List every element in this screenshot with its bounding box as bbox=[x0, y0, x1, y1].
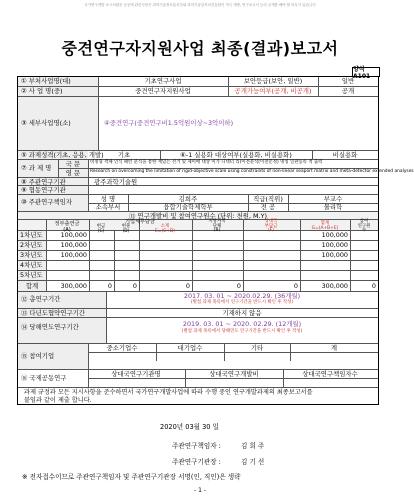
pi-position-value: 부교수 bbox=[323, 195, 343, 203]
pi-major-value: 물리학 bbox=[323, 203, 343, 211]
submission-date: 2020년 03월 30 일 bbox=[160, 423, 219, 431]
large-company-count-label: 대기업수 bbox=[177, 344, 203, 352]
lead-institution-label: ⑧ 주관연구기관 bbox=[21, 178, 66, 186]
budget-table-header: ⑪ 연구개발비 및 참여연구원수 (단위: 천원, M.Y) bbox=[129, 212, 267, 220]
sme-count-label: 중소기업수 bbox=[106, 344, 138, 352]
ministry-program-value: 기초연구사업 bbox=[144, 77, 182, 85]
sum-local-gov: 0 bbox=[236, 282, 241, 290]
practical-use-value: 비실용화 bbox=[332, 151, 358, 159]
other-count-label: 기타 bbox=[250, 344, 264, 352]
korean-title-value: 비정형 객체 인식 패턴 분석을 통한 재밌는 선거 및 제미애 대상 이가 디텍터 리(이전분석(이전문정) 명칭 일관등록 적 출력 bbox=[90, 160, 323, 165]
security-level-label: 보안등급(보안, 일반) bbox=[243, 77, 303, 85]
year-1-total: 100,000 bbox=[321, 231, 348, 239]
current-period-label: ⑭ 당해연도연구기간 bbox=[21, 323, 79, 331]
company-total-label: 계 bbox=[330, 344, 338, 352]
lead-institution-value: 광주과학기술원 bbox=[94, 178, 138, 186]
pi-signature-label: 주관연구책임자 : bbox=[172, 442, 221, 450]
security-level-value: 일반 bbox=[341, 77, 355, 85]
total-period-label: ⑫ 총연구기간 bbox=[21, 295, 61, 303]
pi-name-label: 성 명 bbox=[100, 195, 116, 203]
sum-researchers: 0 bbox=[371, 282, 376, 290]
partner-budget-label: 상대국연구개발비 bbox=[209, 370, 259, 378]
year-2-gov: 100,000 bbox=[60, 241, 87, 249]
year-2-label: 2차년도 bbox=[20, 241, 43, 249]
org-head-signature-label: 주관연구기관장 : bbox=[172, 458, 221, 466]
sum-label: 합계 bbox=[25, 282, 39, 290]
current-period-note: (별첨 과제 목록에서 당해연도 연구기간을 반드시 확인 후 작성) bbox=[181, 329, 303, 334]
program-name-value: 중견연구자지원사업 bbox=[135, 87, 191, 95]
korean-title-label: 국 문 bbox=[65, 160, 81, 168]
col-company-funding: 기업체부담금 bbox=[124, 219, 156, 225]
year-1-label: 1차년도 bbox=[20, 231, 43, 239]
program-name-label: ② 사 업 명(중) bbox=[21, 87, 63, 95]
sub-program-value: ④중견연구(중견연구비1.5억원이상~3억이하) bbox=[104, 119, 234, 127]
project-title-label: ⑦ 과 제 명 bbox=[21, 164, 52, 172]
project-type-label: ⑤ 과제성격(기초, 응용, 개발) bbox=[21, 151, 104, 159]
year-3-gov: 100,000 bbox=[60, 251, 87, 259]
multi-year-period-label: ⑬ 다년도협약연구기간 bbox=[21, 309, 85, 317]
partner-institution-label: 상대국연구기관명 bbox=[111, 370, 161, 378]
col-cash: 현금 (C) bbox=[96, 224, 106, 234]
practical-use-label: ⑥-1 실용화 대상여부(실용화, 비실용화) bbox=[180, 151, 292, 159]
year-2-total: 100,000 bbox=[321, 241, 348, 249]
sum-subtotal: 0 bbox=[185, 282, 190, 290]
form-code-badge: 양식A101 bbox=[352, 67, 380, 77]
multi-year-period-value: 기재하지 않음 bbox=[222, 309, 262, 317]
page-title: 중견연구자지원사업 최종(결과)보고서 bbox=[61, 39, 339, 58]
ministry-program-label: ① 부처사업명(대) bbox=[21, 77, 71, 85]
public-availability-value: 공개 bbox=[341, 87, 355, 95]
project-type-value: 기초 bbox=[117, 151, 131, 159]
year-4-label: 4차년도 bbox=[20, 261, 43, 269]
col-subtotal: 소계 E=(C+D) bbox=[154, 224, 176, 234]
partner-pi-count-label: 상대국연구책임자수 bbox=[302, 370, 358, 378]
english-title-value: Research on overcoming the limitation of rigid-objective scale using constraints of non-linear seaport matrix and meta-detector extended analyses bbox=[90, 169, 414, 174]
col-local-gov: 지방자치 단체 (B) bbox=[208, 219, 226, 234]
pi-position-label: 직급(직위) bbox=[253, 195, 283, 203]
public-availability-label: 공개가능여부(공개, 비공개) bbox=[234, 87, 312, 95]
year-3-label: 3차년도 bbox=[20, 251, 43, 259]
sub-program-label: ③ 세부사업명(소) bbox=[21, 119, 71, 127]
pi-signature-name: 김 희 주 bbox=[241, 442, 265, 450]
pi-major-label: 전 공 bbox=[260, 203, 276, 211]
pi-dept-label: 소속부서 bbox=[95, 203, 121, 211]
top-note: 국가연구개발 보고서원문 공공에 관한사항은 과학기술정보통신부와 과학기술일자리진흥원이 적극 개방, 연구보고서 등의 공개를 해야 할 의무가 있습니다 bbox=[84, 3, 316, 7]
col-partner-country: 상대국 부담금 (F) bbox=[264, 219, 278, 234]
pi-name-value: 김희주 bbox=[178, 195, 198, 203]
col-gov-funding: 정부출연금 (A) bbox=[54, 221, 80, 233]
sum-gov: 300,000 bbox=[60, 282, 87, 290]
sum-cash: 0 bbox=[107, 282, 112, 290]
coop-institution-label: ⑨ 협동연구기관 bbox=[21, 186, 66, 194]
english-title-label: 영 문 bbox=[65, 169, 81, 177]
total-period-value: 2017. 03. 01 ~ 2020.02.29. (36개월) bbox=[183, 292, 301, 300]
page-number: - 1 - bbox=[194, 487, 206, 494]
participating-companies-label: ⑮ 참여기업 bbox=[21, 352, 55, 360]
total-period-note: (별첨 과제 목록에서 연구기간을 반드시 확인 후 작성) bbox=[190, 300, 294, 305]
year-3-total: 100,000 bbox=[321, 251, 348, 259]
intl-joint-research-label: ⑯ 국제공동연구 bbox=[21, 374, 67, 382]
col-researchers: 참여 연구원 수 bbox=[357, 219, 371, 234]
sum-in-kind: 0 bbox=[132, 282, 137, 290]
electronic-submission-note: ※ 전자접수이므로 주관연구책임자 및 주관연구기관장 서명(인, 직인)은 생략 bbox=[22, 473, 241, 481]
pi-dept-value: 융합기술학제학부 bbox=[163, 203, 213, 211]
org-head-signature-name: 김 기 선 bbox=[241, 458, 265, 466]
year-1-gov: 100,000 bbox=[60, 231, 87, 239]
sum-total: 300,000 bbox=[321, 282, 348, 290]
col-in-kind: 현물 (D) bbox=[121, 224, 131, 234]
sum-partner: 0 bbox=[293, 282, 298, 290]
pledge-line-1: 과제 규정과 모든 지시사항을 준수하면서 국가연구개발사업에 따라 수행 중인 연구개발과제의 최종보고서를 bbox=[24, 389, 313, 396]
current-period-value: 2019. 03. 01 ~ 2020. 02.29. (12개월) bbox=[182, 320, 302, 328]
year-5-label: 5차년도 bbox=[20, 271, 43, 279]
pledge-line-2: 붙임과 같이 제출 합니다. bbox=[24, 397, 92, 404]
principal-investigator-label: ⑩ 주관연구책임자 bbox=[21, 198, 72, 206]
col-total: 합계 G=(A+B+E) bbox=[311, 221, 339, 231]
